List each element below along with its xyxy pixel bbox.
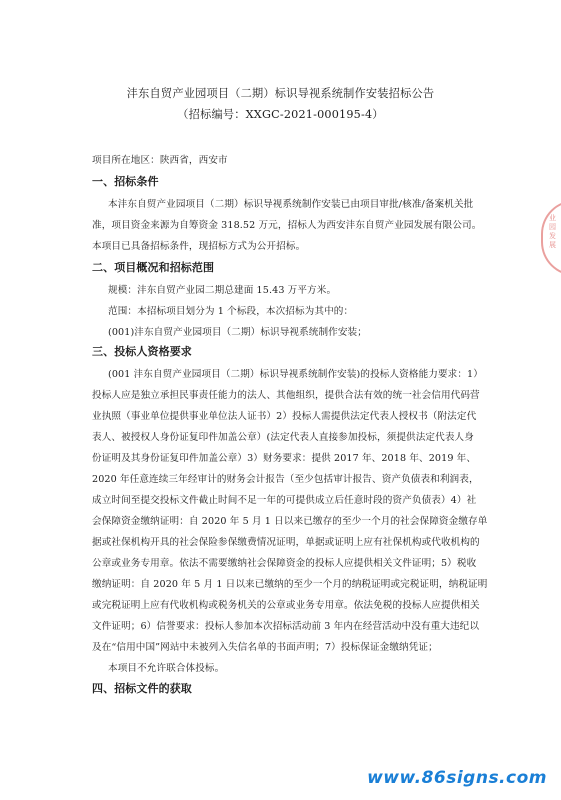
section-3-line: (001 沣东自贸产业园项目（二期）标识导视系统制作安装)的投标人资格能力要求：1） — [108, 369, 483, 380]
section-3-line: 份证明及其身份证复印件加盖公章）3）财务要求：提供 2017 年、2018 年、2019 年、 — [92, 453, 477, 464]
tender-number: （招标编号：XXGC-2021-000195-4） — [177, 108, 384, 121]
section-3-line: 投标人应是独立承担民事责任能力的法人、其他组织，提供合法有效的统一社会信用代码营 — [92, 390, 480, 401]
document-title: 沣东自贸产业园项目（二期）标识导视系统制作安装招标公告 — [126, 87, 435, 100]
section-3-line: 及在“信用中国”网站中未被列入失信名单的书面声明；7）投标保证金缴纳凭证； — [92, 642, 438, 653]
section-1-line: 准，项目资金来源为自筹资金 318.52 万元，招标人为西安沣东自贸产业园发展有限公司。 — [92, 220, 482, 231]
section-3-line: 会保障资金缴纳证明：自 2020 年 5 月 1 日以来已缴存的至少一个月的社会保障资金缴存单 — [92, 516, 488, 527]
section-3-line: 据或社保机构开具的社会保险参保缴费情况证明，单据或证明上应有社保机构或代收机构的 — [92, 537, 480, 548]
section-heading-3: 三、投标人资格要求 — [92, 345, 192, 358]
section-2-line: 范围：本招标项目划分为 1 个标段，本次招标为其中的： — [108, 306, 354, 317]
site-watermark: www.86signs.com — [367, 768, 547, 788]
section-3-line: 2020 年任意连续三年经审计的财务会计报告（至少包括审计报告、资产负债表和利润表， — [92, 474, 479, 485]
official-seal-text: 业园发展 — [549, 214, 556, 249]
section-heading-4: 四、招标文件的获取 — [92, 682, 192, 695]
consortium-note: 本项目不允许联合体投标。 — [108, 663, 225, 674]
section-2-line: 规模：沣东自贸产业园二期总建面 15.43 万平方米。 — [108, 285, 337, 296]
section-1-line: 本沣东自贸产业园项目（二期）标识导视系统制作安装已由项目审批/核准/备案机关批 — [108, 199, 474, 210]
section-3-line: 表人、被授权人身份证复印件加盖公章）(法定代表人直接参加投标，须提供法定代表人身 — [92, 432, 474, 443]
section-heading-1: 一、招标条件 — [92, 175, 159, 188]
section-3-line: 业执照（事业单位提供事业单位法人证书）2）投标人需提供法定代表人授权书（附法定代 — [92, 411, 477, 422]
section-heading-2: 二、项目概况和招标范围 — [92, 261, 215, 274]
section-2-line: (001)沣东自贸产业园项目（二期）标识导视系统制作安装； — [108, 327, 367, 338]
section-3-line: 公章或业务专用章。依法不需要缴纳社会保障资金的投标人应提供相关文件证明；5）税收 — [92, 558, 477, 569]
section-3-line: 文件证明；6）信誉要求：投标人参加本次招标活动前 3 年内在经营活动中没有重大违纪以 — [92, 621, 480, 632]
project-location: 项目所在地区：陕西省，西安市 — [92, 155, 228, 166]
section-3-line: 或完税证明上应有代收机构或税务机关的公章或业务专用章。依法免税的投标人应提供相关 — [92, 600, 480, 611]
section-3-line: 成立时间至提交投标文件截止时间不足一年的可提供成立后任意时段的资产负债表）4）社 — [92, 495, 477, 506]
section-3-line: 缴纳证明：自 2020 年 5 月 1 日以来已缴纳的至少一个月的纳税证明或完税证明，纳税证明 — [92, 579, 488, 590]
section-1-line: 本项目已具备招标条件，现招标方式为公开招标。 — [92, 241, 306, 252]
